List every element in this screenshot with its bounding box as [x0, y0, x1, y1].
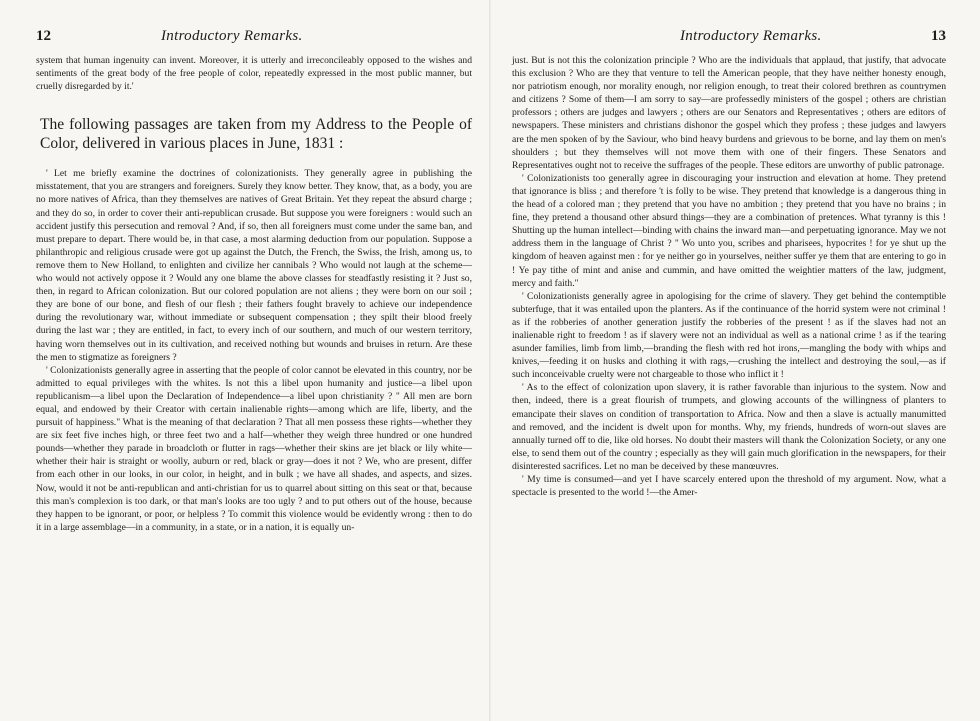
running-title: Introductory Remarks.	[680, 28, 822, 44]
section-heading: The following passages are taken from my Address to the People of Color, delivered in various places in June, 1831 :	[40, 116, 472, 153]
running-header	[512, 28, 946, 50]
paragraph: ' Colonizationists generally agree in asserting that the people of color cannot be elevated in this country, nor be admitted to equal privileges with the whites. Is not this a libel upon humanity and justice—a libel upon republicanism—a libel upon the Declaration of Independence—a libel upon christianity ? " All men are born equal, and endowed by their Creator with certain inalienable rights—among which are life, liberty, and the pursuit of happiness." What is the meaning of that declaration ? That all men possess these rights—whether they are six feet five inches high, or three feet two and a half—whether they weigh three hundred or one hundred pounds—whether they parade in broadcloth or flutter in rags—whether their skins are jet black or lily white—whether their hair is straight or woolly, auburn or red, black or gray—does it not ? We, who are present, differ from each other in our looks, in our color, in height, and in bulk ; we have all shades, and aspects, and sizes. Now, would it not be anti-republican and anti-christian for us to quarrel about sitting on this seat or that, because this man's complexion is too dark, or that man's looks are too ugly ? and to put others out of the house, because they happen to be ignorant, or poor, or helpless ? To commit this violence would be evidently wrong : then to do it in a large assemblage—in a community, in a state, or in a nation, it is equally un-	[36, 364, 472, 533]
right-page	[490, 0, 980, 721]
paragraph: ' Let me briefly examine the doctrines of colonizationists. They generally agree in publishing the misstatement, that you are strangers and foreigners. Surely they know better. They know, that, as a body, you are no more natives of Africa, than they themselves are natives of Great Britain. Yet they repeat the absurd charge ; and they do so, in order to cover their anti-republican crusade. But suppose you were foreigners : would such an accident justify this persecution and removal ? And, if so, then all foreigners must come under the same ban, and must prepare to depart. There would be, in that case, a most alarming deduction from our population. Suppose a philanthropic and religious crusade were got up against the Dutch, the French, the Swiss, the Irish, among us, to remove them to New Holland, to enlighten and civilize her cannibals ? Who would not laugh at the scheme—who would not actively oppose it ? Would any one blame the above classes for steadfastly resisting it ? Just so, then, in regard to African colonization. But our colored population are not aliens ; they were born on our soil ; they are bone of our bone, and flesh of our flesh ; their fathers fought bravely to achieve our independence during the revolutionary war, without immediate or subsequent compensation ; they spilt their blood freely during the last war ; they are entitled, in fact, to every inch of our southern, and much of our western territory, having worn themselves out in its cultivation, and received nothing but wounds and bruises in return. Are these the men to stigmatize as foreigners ?	[36, 168, 472, 363]
paragraph: just. But is not this the colonization principle ? Who are the individuals that applaud, that justify, that advocate this exclusion ? Who are they that venture to tell the American people, that they have neither honesty enough, nor patriotism enough, nor morality enough, nor religion enough, to treat their colored brethren as countrymen and citizens ? Some of them—I am sorry to say—are professedly ministers of the gospel ; others are christian professors ; others are judges and lawyers ; others are our Senators and Representatives ; others are editors of newspapers. These ministers and christians dishonor the gospel which they profess ; these judges and lawyers are the men spoken of by the Saviour, who bind heavy burdens and grievous to be borne, and lay them on men's shoulders ; but they themselves will not move them with one of their fingers. These Senators and Representatives ought not to receive the suffrages of the people. These editors are unworthy of public patronage.	[512, 55, 946, 171]
paragraph: ' My time is consumed—and yet I have scarcely entered upon the threshold of my argument. Now, what a spectacle is presented to the world !—the Amer-	[512, 474, 946, 499]
page-number: 13	[931, 28, 946, 44]
paragraph: ' Colonizationists generally agree in apologising for the crime of slavery. They get behind the contemptible subterfuge, that it was entailed upon the planters. As if the continuance of the horrid system were not criminal ! as if the robberies of another generation justify the robberies of the present ! as if the slaves had not an inalienable right to freedom ! as if slavery were not an individual as well as a national crime ! as if the tearing asunder families, limb from limb,—branding the flesh with red hot irons,—mangling the body with whips and knives,—feeding it on husks and clothing it with rags,—crushing the intellect and destroying the soul,—as if such inconceivable cruelty were not chargeable to those who inflict it !	[512, 290, 946, 381]
paragraph: ' As to the effect of colonization upon slavery, it is rather favorable than injurious to the system. Now and then, indeed, there is a great flourish of trumpets, and glowing accounts of the willingness of planters to emancipate their slaves on condition of transportation to Africa. Now and then a slave is actually manumitted and removed, and the incident is dwelt upon for months. Why, my friends, hundreds of worn-out slaves are annually turned off to die, like old horses. No doubt their masters will thank the Colonization Society, or any one else, to send them out of the country ; especially as they will gain much glorification in the newspapers, for their disinterested sacrifices. Let no man be deceived by these manœuvres.	[512, 382, 946, 472]
paragraph: system that human ingenuity can invent. Moreover, it is utterly and irreconcileably opposed to the wishes and sentiments of the great body of the free people of color, repeatedly expressed in the most public manner, but cruelly disregarded by it.'	[36, 55, 472, 93]
running-title: Introductory Remarks.	[161, 28, 303, 44]
paragraph: ' Colonizationists too generally agree in discouraging your instruction and elevation at home. They pretend that ignorance is bliss ; and therefore 't is folly to be wise. They pretend that knowledge is a dangerous thing in the head of a colored man ; they pretend that you have no ambition ; they pretend that you have no brains ; in fine, they pretend a thousand other absurd things—they are a combination of pretences. What tyranny is this ! Shutting up the human intellect—binding with chains the inward man—and perpetuating ignorance. May we not address them in the language of Christ ? " Wo unto you, scribes and pharisees, hypocrites ! for ye shut up the kingdom of heaven against men : for ye neither go in yourselves, neither suffer ye them that are entering to go in ! Ye pay tithe of mint and anise and cummin, and have omitted the weightier matters of the law, judgment, mercy and faith."	[512, 172, 946, 289]
page-number: 12	[36, 28, 51, 44]
running-header	[36, 28, 472, 50]
